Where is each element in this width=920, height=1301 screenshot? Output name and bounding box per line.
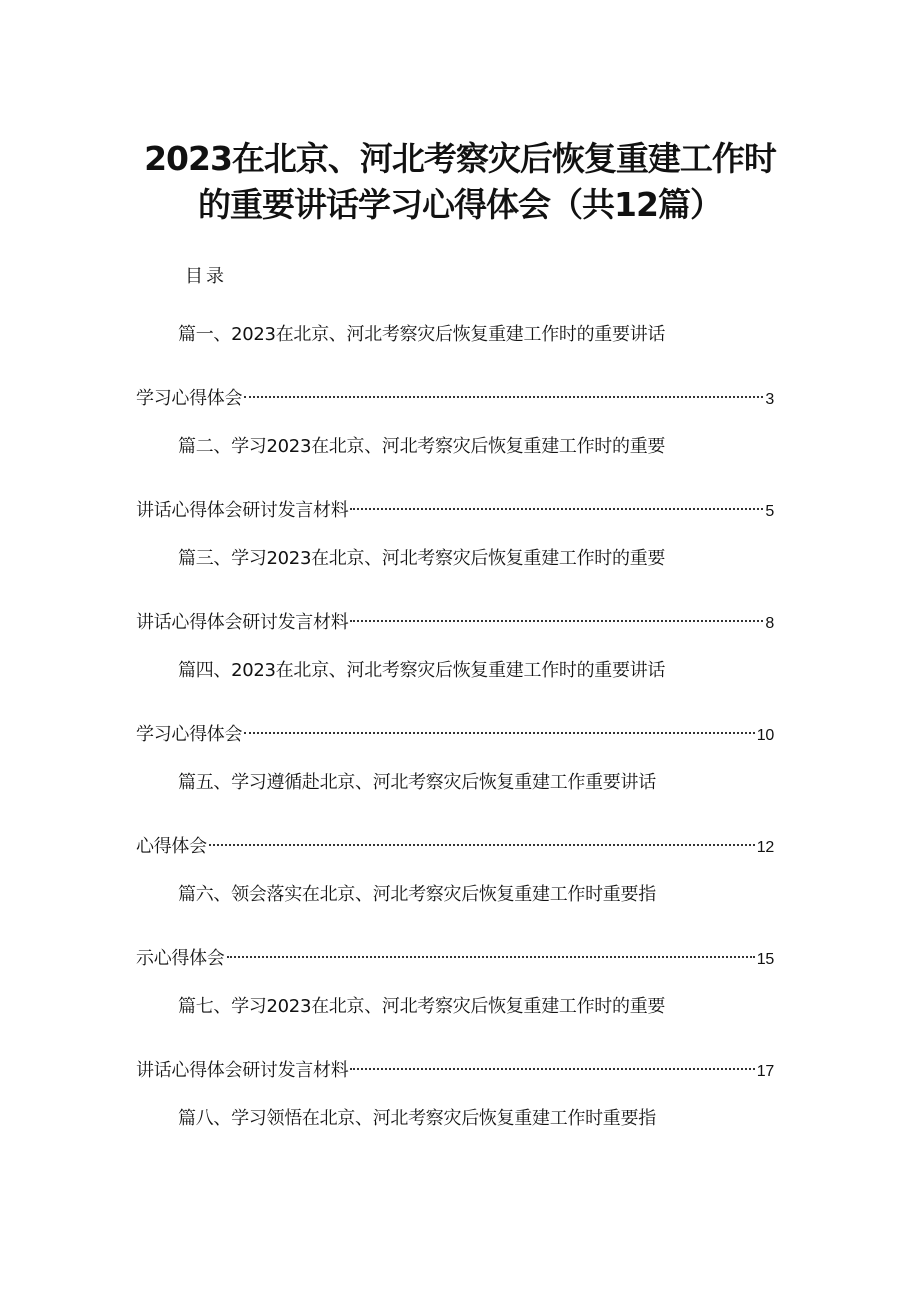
toc-entry-1[interactable] — [0, 322, 920, 434]
toc-page-number: 15 — [756, 951, 774, 968]
toc-entry-continuation-row — [136, 490, 774, 521]
toc-page-number: 12 — [756, 839, 774, 856]
toc-entry-title: 篇二、学习2023在北京、河北考察灾后恢复重建工作时的重要 — [178, 436, 666, 457]
toc-dot-leader — [209, 826, 755, 852]
toc-entry-title: 篇四、2023在北京、河北考察灾后恢复重建工作时的重要讲话 — [178, 660, 666, 681]
toc-heading: 目录 — [185, 266, 227, 287]
toc-entry-title-continuation: 学习心得体会 — [136, 724, 243, 745]
toc-entry-title-continuation: 讲话心得体会研讨发言材料 — [136, 612, 349, 633]
toc-entry-title: 篇七、学习2023在北京、河北考察灾后恢复重建工作时的重要 — [178, 996, 666, 1017]
toc-entry-title-continuation: 讲话心得体会研讨发言材料 — [136, 500, 349, 521]
toc-page-number: 5 — [765, 503, 774, 520]
toc-entry-title: 篇五、学习遵循赴北京、河北考察灾后恢复重建工作重要讲话 — [178, 772, 656, 793]
toc-entry-4[interactable] — [0, 658, 920, 770]
toc-entry-title: 篇一、2023在北京、河北考察灾后恢复重建工作时的重要讲话 — [178, 324, 666, 345]
toc-entry-5[interactable] — [0, 770, 920, 882]
toc-entry-7[interactable] — [0, 994, 920, 1106]
toc-entry-title-continuation: 学习心得体会 — [136, 388, 243, 409]
toc-dot-leader — [244, 714, 755, 740]
toc-entry-6[interactable] — [0, 882, 920, 994]
toc-entry-continuation-row — [136, 602, 774, 633]
toc-dot-leader — [350, 602, 763, 628]
toc-entry-continuation-row — [136, 714, 774, 745]
toc-entry-continuation-row — [136, 826, 774, 857]
toc-page-number: 17 — [756, 1063, 774, 1080]
document-title-line-1: 2023在北京、河北考察灾后恢复重建工作时 — [144, 139, 776, 178]
toc-entry-continuation-row — [136, 1050, 774, 1081]
toc-entry-continuation-row — [136, 938, 774, 969]
toc-entry-8[interactable] — [0, 1106, 920, 1218]
toc-dot-leader — [244, 378, 763, 404]
toc-entry-continuation-row — [136, 378, 774, 409]
toc-dot-leader — [227, 938, 755, 964]
toc-entry-title-continuation: 讲话心得体会研讨发言材料 — [136, 1060, 349, 1081]
toc-entry-title-continuation: 心得体会 — [136, 836, 207, 857]
toc-entry-title: 篇六、领会落实在北京、河北考察灾后恢复重建工作时重要指 — [178, 884, 656, 905]
toc-dot-leader — [350, 490, 763, 516]
toc-entry-title: 篇八、学习领悟在北京、河北考察灾后恢复重建工作时重要指 — [178, 1108, 656, 1129]
toc-dot-leader — [350, 1050, 754, 1076]
toc-page-number: 10 — [756, 727, 774, 744]
toc-page-number: 8 — [765, 615, 774, 632]
toc-entry-title-continuation: 示心得体会 — [136, 948, 225, 969]
toc-page-number: 3 — [765, 391, 774, 408]
document-title-line-2: 的重要讲话学习心得体会（共12篇） — [198, 185, 722, 224]
toc-entry-title: 篇三、学习2023在北京、河北考察灾后恢复重建工作时的重要 — [178, 548, 666, 569]
toc-entry-3[interactable] — [0, 546, 920, 658]
toc-entry-2[interactable] — [0, 434, 920, 546]
